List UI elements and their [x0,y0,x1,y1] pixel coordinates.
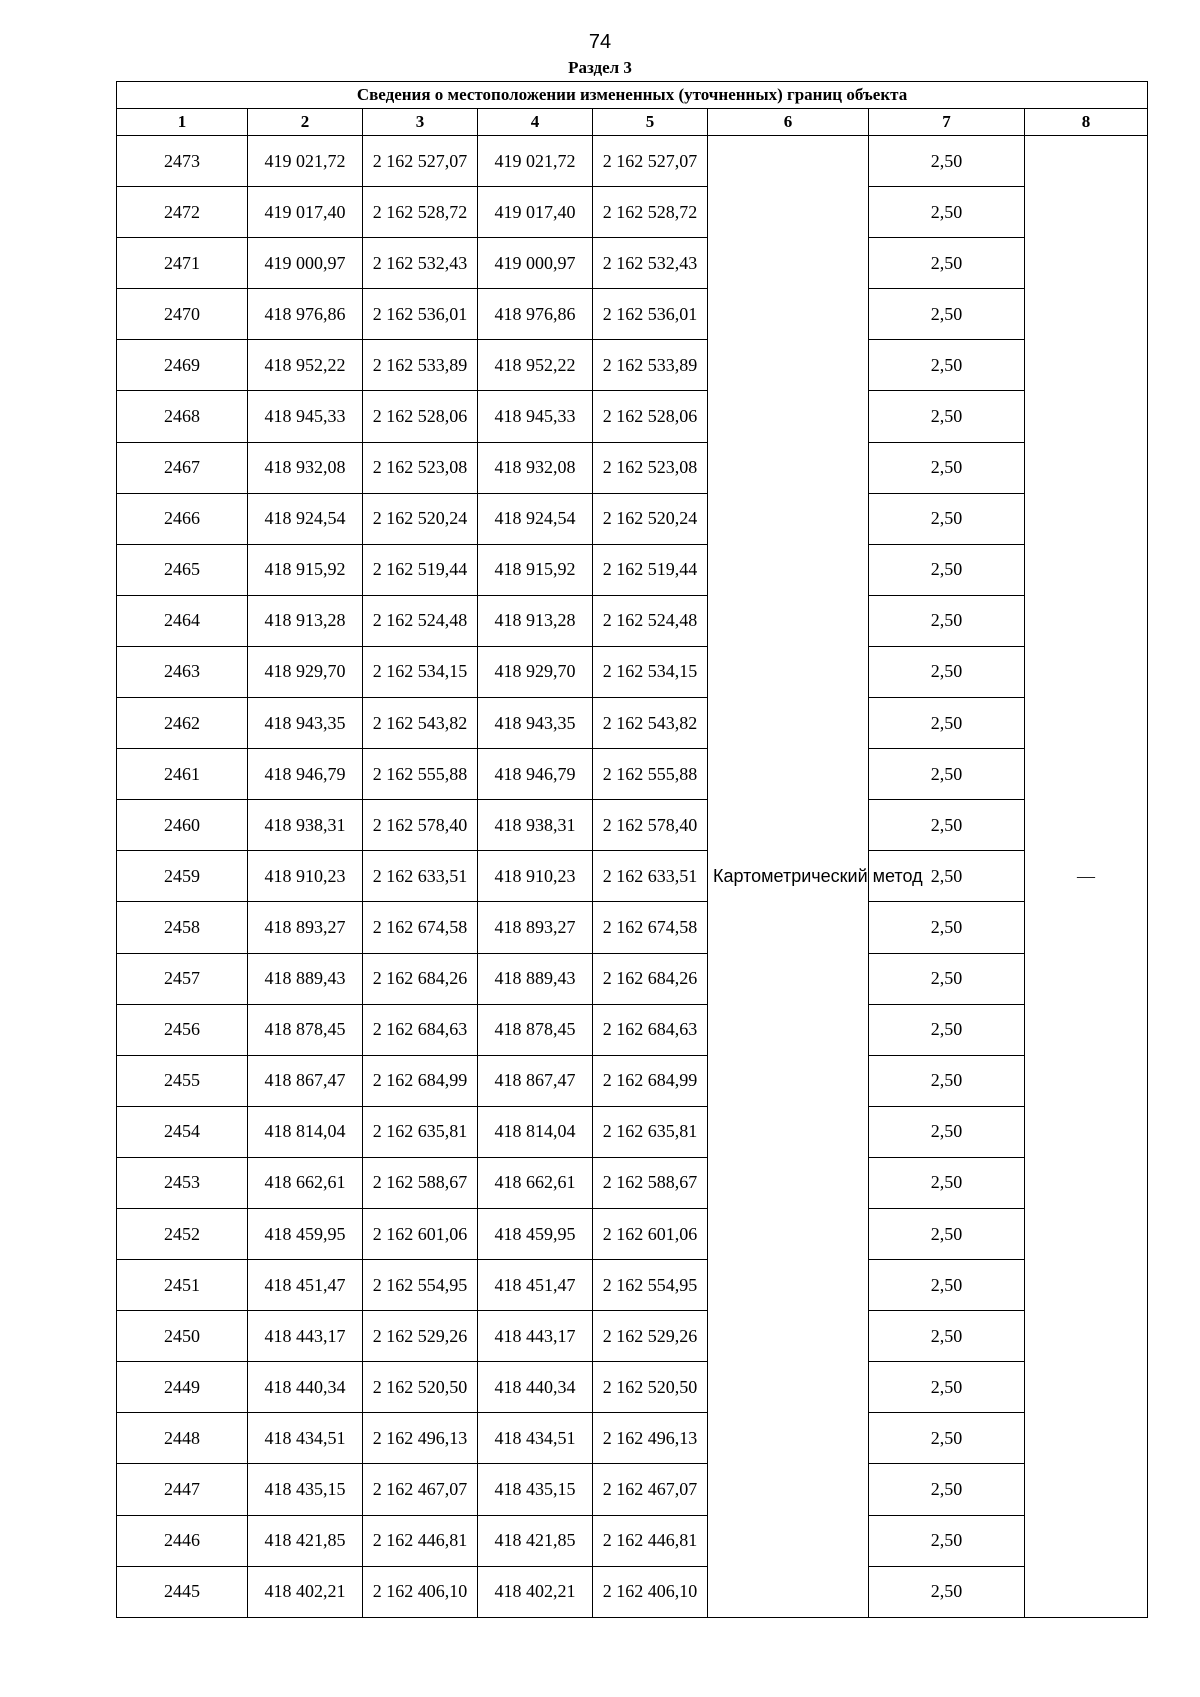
point-number-cell: 2471 [117,238,248,289]
point-number-cell: 2448 [117,1413,248,1464]
point-number-cell: 2472 [117,187,248,238]
point-number-cell: 2450 [117,1311,248,1362]
table-row [117,595,1148,646]
refined-y-cell: 2 162 588,67 [593,1157,708,1208]
existing-y-cell: 2 162 523,08 [363,442,478,493]
table-row [117,800,1148,851]
point-number-cell: 2473 [117,136,248,187]
table-row [117,1055,1148,1106]
refined-x-cell: 418 924,54 [478,493,593,544]
existing-x-cell: 418 867,47 [248,1055,363,1106]
precision-cell: 2,50 [869,953,1025,1004]
existing-x-cell: 418 814,04 [248,1106,363,1157]
existing-y-cell: 2 162 532,43 [363,238,478,289]
existing-x-cell: 418 421,85 [248,1515,363,1566]
refined-x-cell: 418 435,15 [478,1464,593,1515]
existing-x-cell: 418 945,33 [248,391,363,442]
point-number-cell: 2458 [117,902,248,953]
table-body [117,136,1148,1618]
refined-x-cell: 419 017,40 [478,187,593,238]
point-number-cell: 2460 [117,800,248,851]
table-row [117,1515,1148,1566]
existing-x-cell: 418 434,51 [248,1413,363,1464]
existing-y-cell: 2 162 635,81 [363,1106,478,1157]
precision-cell: 2,50 [869,1566,1025,1617]
point-number-cell: 2449 [117,1362,248,1413]
refined-y-cell: 2 162 532,43 [593,238,708,289]
existing-x-cell: 418 440,34 [248,1362,363,1413]
point-number-cell: 2470 [117,289,248,340]
precision-cell: 2,50 [869,698,1025,749]
point-number-cell: 2445 [117,1566,248,1617]
existing-y-cell: 2 162 684,26 [363,953,478,1004]
point-number-cell: 2453 [117,1157,248,1208]
precision-cell: 2,50 [869,851,1025,902]
existing-y-cell: 2 162 533,89 [363,340,478,391]
precision-cell: 2,50 [869,1055,1025,1106]
refined-y-cell: 2 162 534,15 [593,646,708,697]
precision-cell: 2,50 [869,442,1025,493]
column-number: 6 [708,109,869,136]
table-row [117,289,1148,340]
table-caption: Сведения о местоположении измененных (уточненных) границ объекта [117,82,1148,109]
refined-x-cell: 418 913,28 [478,595,593,646]
point-number-cell: 2464 [117,595,248,646]
existing-x-cell: 418 893,27 [248,902,363,953]
refined-x-cell: 418 440,34 [478,1362,593,1413]
existing-y-cell: 2 162 554,95 [363,1260,478,1311]
existing-y-cell: 2 162 601,06 [363,1208,478,1259]
refined-y-cell: 2 162 523,08 [593,442,708,493]
existing-x-cell: 418 932,08 [248,442,363,493]
refined-y-cell: 2 162 520,24 [593,493,708,544]
refined-y-cell: 2 162 635,81 [593,1106,708,1157]
refined-y-cell: 2 162 528,06 [593,391,708,442]
refined-x-cell: 418 459,95 [478,1208,593,1259]
existing-y-cell: 2 162 446,81 [363,1515,478,1566]
point-number-cell: 2463 [117,646,248,697]
point-number-cell: 2455 [117,1055,248,1106]
refined-x-cell: 418 932,08 [478,442,593,493]
precision-cell: 2,50 [869,493,1025,544]
precision-cell: 2,50 [869,1413,1025,1464]
existing-y-cell: 2 162 496,13 [363,1413,478,1464]
column-number: 4 [478,109,593,136]
table-row [117,902,1148,953]
refined-y-cell: 2 162 529,26 [593,1311,708,1362]
existing-x-cell: 418 443,17 [248,1311,363,1362]
existing-x-cell: 418 915,92 [248,544,363,595]
refined-x-cell: 418 878,45 [478,1004,593,1055]
existing-x-cell: 418 435,15 [248,1464,363,1515]
refined-x-cell: 418 867,47 [478,1055,593,1106]
existing-x-cell: 418 943,35 [248,698,363,749]
precision-cell: 2,50 [869,1311,1025,1362]
table-row [117,953,1148,1004]
refined-y-cell: 2 162 446,81 [593,1515,708,1566]
refined-x-cell: 418 910,23 [478,851,593,902]
existing-y-cell: 2 162 528,72 [363,187,478,238]
existing-y-cell: 2 162 674,58 [363,902,478,953]
point-number-cell: 2461 [117,749,248,800]
section-title: Раздел 3 [568,58,632,77]
precision-cell: 2,50 [869,1464,1025,1515]
precision-cell: 2,50 [869,289,1025,340]
refined-y-cell: 2 162 528,72 [593,187,708,238]
method-label: Картометрический метод [713,866,923,886]
column-number: 2 [248,109,363,136]
refined-x-cell: 418 952,22 [478,340,593,391]
existing-y-cell: 2 162 684,99 [363,1055,478,1106]
table-row [117,493,1148,544]
table-row [117,544,1148,595]
table-row [117,1311,1148,1362]
refined-x-cell: 418 946,79 [478,749,593,800]
existing-x-cell: 418 924,54 [248,493,363,544]
existing-y-cell: 2 162 588,67 [363,1157,478,1208]
table-row [117,646,1148,697]
precision-cell: 2,50 [869,902,1025,953]
refined-x-cell: 418 929,70 [478,646,593,697]
precision-cell: 2,50 [869,1106,1025,1157]
page-number: 74 [588,31,612,53]
table-row [117,340,1148,391]
existing-x-cell: 418 946,79 [248,749,363,800]
refined-y-cell: 2 162 555,88 [593,749,708,800]
table-row [117,1464,1148,1515]
point-number-cell: 2459 [117,851,248,902]
point-number-cell: 2466 [117,493,248,544]
point-number-cell: 2452 [117,1208,248,1259]
refined-y-cell: 2 162 533,89 [593,340,708,391]
existing-x-cell: 418 976,86 [248,289,363,340]
refined-y-cell: 2 162 684,63 [593,1004,708,1055]
refined-y-cell: 2 162 406,10 [593,1566,708,1617]
refined-y-cell: 2 162 543,82 [593,698,708,749]
existing-y-cell: 2 162 520,50 [363,1362,478,1413]
refined-x-cell: 418 893,27 [478,902,593,953]
point-number-cell: 2465 [117,544,248,595]
refined-y-cell: 2 162 633,51 [593,851,708,902]
refined-y-cell: 2 162 601,06 [593,1208,708,1259]
table-row [117,1566,1148,1617]
table-row [117,391,1148,442]
point-number-cell: 2447 [117,1464,248,1515]
refined-x-cell: 419 000,97 [478,238,593,289]
refined-y-cell: 2 162 578,40 [593,800,708,851]
refined-x-cell: 418 889,43 [478,953,593,1004]
point-number-cell: 2454 [117,1106,248,1157]
existing-x-cell: 418 878,45 [248,1004,363,1055]
point-number-cell: 2456 [117,1004,248,1055]
table-row [117,698,1148,749]
table-row [117,1004,1148,1055]
column-number: 7 [869,109,1025,136]
refined-y-cell: 2 162 520,50 [593,1362,708,1413]
existing-y-cell: 2 162 519,44 [363,544,478,595]
existing-y-cell: 2 162 684,63 [363,1004,478,1055]
precision-cell: 2,50 [869,544,1025,595]
precision-cell: 2,50 [869,1260,1025,1311]
existing-y-cell: 2 162 534,15 [363,646,478,697]
precision-cell: 2,50 [869,187,1025,238]
existing-y-cell: 2 162 467,07 [363,1464,478,1515]
method-cell [708,136,923,1618]
refined-y-cell: 2 162 496,13 [593,1413,708,1464]
refined-x-cell: 418 443,17 [478,1311,593,1362]
existing-y-cell: 2 162 406,10 [363,1566,478,1617]
table-row [117,136,1148,187]
refined-y-cell: 2 162 554,95 [593,1260,708,1311]
existing-x-cell: 419 021,72 [248,136,363,187]
precision-cell: 2,50 [869,340,1025,391]
table-row [117,1413,1148,1464]
column-number-row [117,109,1148,136]
refined-x-cell: 418 434,51 [478,1413,593,1464]
existing-y-cell: 2 162 578,40 [363,800,478,851]
precision-cell: 2,50 [869,749,1025,800]
table-row [117,1362,1148,1413]
refined-x-cell: 418 451,47 [478,1260,593,1311]
refined-x-cell: 418 662,61 [478,1157,593,1208]
refined-x-cell: 418 402,21 [478,1566,593,1617]
refined-x-cell: 418 976,86 [478,289,593,340]
precision-cell: 2,50 [869,238,1025,289]
refined-y-cell: 2 162 536,01 [593,289,708,340]
point-number-cell: 2467 [117,442,248,493]
existing-x-cell: 418 913,28 [248,595,363,646]
existing-y-cell: 2 162 555,88 [363,749,478,800]
column-number: 1 [117,109,248,136]
column-number: 3 [363,109,478,136]
existing-x-cell: 419 017,40 [248,187,363,238]
existing-y-cell: 2 162 520,24 [363,493,478,544]
existing-y-cell: 2 162 633,51 [363,851,478,902]
table-row [117,1106,1148,1157]
existing-x-cell: 418 451,47 [248,1260,363,1311]
existing-x-cell: 418 402,21 [248,1566,363,1617]
precision-cell: 2,50 [869,136,1025,187]
refined-y-cell: 2 162 524,48 [593,595,708,646]
point-number-cell: 2446 [117,1515,248,1566]
existing-y-cell: 2 162 527,07 [363,136,478,187]
table-row [117,238,1148,289]
refined-x-cell: 418 915,92 [478,544,593,595]
table-row [117,1260,1148,1311]
existing-x-cell: 418 952,22 [248,340,363,391]
refined-y-cell: 2 162 684,26 [593,953,708,1004]
table-row [117,1157,1148,1208]
refined-y-cell: 2 162 684,99 [593,1055,708,1106]
existing-y-cell: 2 162 528,06 [363,391,478,442]
refined-x-cell: 418 814,04 [478,1106,593,1157]
refined-y-cell: 2 162 467,07 [593,1464,708,1515]
refined-x-cell: 418 945,33 [478,391,593,442]
existing-x-cell: 419 000,97 [248,238,363,289]
precision-cell: 2,50 [869,595,1025,646]
existing-y-cell: 2 162 529,26 [363,1311,478,1362]
precision-cell: 2,50 [869,391,1025,442]
precision-cell: 2,50 [869,1004,1025,1055]
precision-cell: 2,50 [869,646,1025,697]
note-cell: — [1025,136,1148,1618]
refined-x-cell: 418 938,31 [478,800,593,851]
refined-x-cell: 418 421,85 [478,1515,593,1566]
existing-x-cell: 418 910,23 [248,851,363,902]
point-number-cell: 2468 [117,391,248,442]
precision-cell: 2,50 [869,800,1025,851]
existing-y-cell: 2 162 543,82 [363,698,478,749]
precision-cell: 2,50 [869,1515,1025,1566]
existing-x-cell: 418 889,43 [248,953,363,1004]
refined-y-cell: 2 162 674,58 [593,902,708,953]
existing-x-cell: 418 459,95 [248,1208,363,1259]
table-row [117,187,1148,238]
precision-cell: 2,50 [869,1362,1025,1413]
column-number: 5 [593,109,708,136]
existing-x-cell: 418 938,31 [248,800,363,851]
column-number: 8 [1025,109,1148,136]
precision-cell: 2,50 [869,1208,1025,1259]
table-row [117,442,1148,493]
refined-x-cell: 418 943,35 [478,698,593,749]
point-number-cell: 2451 [117,1260,248,1311]
precision-cell: 2,50 [869,1157,1025,1208]
point-number-cell: 2462 [117,698,248,749]
boundary-coordinates-table [116,81,1148,1618]
existing-y-cell: 2 162 524,48 [363,595,478,646]
refined-y-cell: 2 162 527,07 [593,136,708,187]
point-number-cell: 2457 [117,953,248,1004]
table-row [117,851,1148,902]
table-row [117,749,1148,800]
point-number-cell: 2469 [117,340,248,391]
refined-y-cell: 2 162 519,44 [593,544,708,595]
table-row [117,1208,1148,1259]
refined-x-cell: 419 021,72 [478,136,593,187]
existing-y-cell: 2 162 536,01 [363,289,478,340]
existing-x-cell: 418 929,70 [248,646,363,697]
existing-x-cell: 418 662,61 [248,1157,363,1208]
